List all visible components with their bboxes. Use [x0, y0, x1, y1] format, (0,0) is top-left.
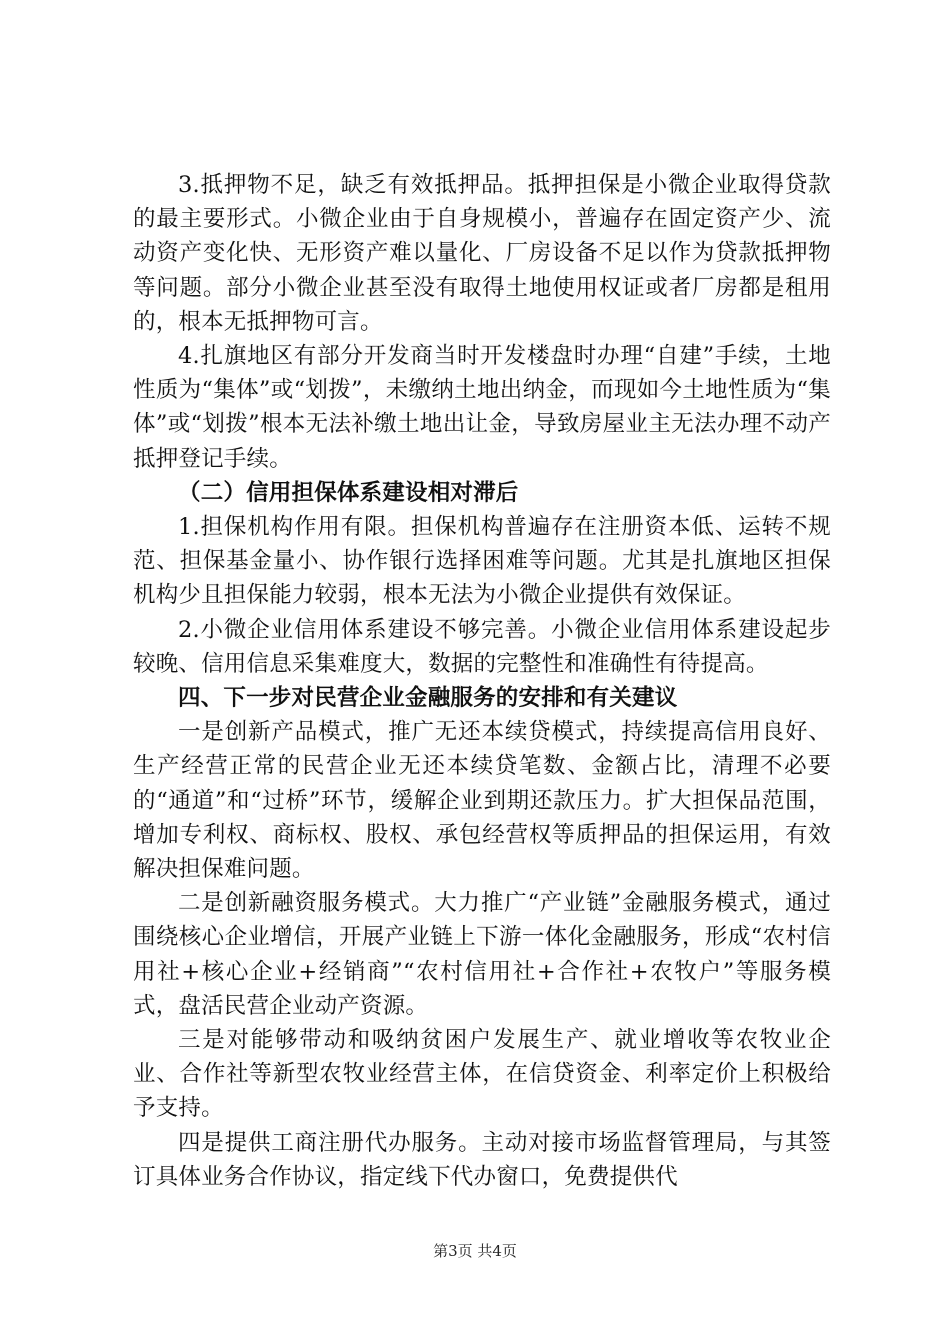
page-footer: 第3页 共4页 [433, 1242, 517, 1260]
paragraph-financing-model: 二是创新融资服务模式。大力推广“产业链”金融服务模式，通过围绕核心企业增信，开展产业链上下游一体化金融服务，形成“农村信用社+核心企业+经销商”“农村信用社+合作社+农牧户”等服务模式，盘活民营企业动产资源。 [133, 890, 831, 1019]
paragraph-collateral-shortage: 3.抵押物不足，缺乏有效抵押品。抵押担保是小微企业取得贷款的最主要形式。小微企业由于自身规模小，普遍存在固定资产少、流动资产变化快、无形资产难以量化、厂房设备不足以作为贷款抵押物等问题。部分小微企业甚至没有取得土地使用权证或者厂房都是租用的，根本无抵押物可言。 [133, 172, 831, 335]
paragraph-registration-service: 四是提供工商注册代办服务。主动对接市场监督管理局，与其签订具体业务合作协议，指定线下代办窗口，免费提供代 [133, 1129, 831, 1190]
paragraph-credit-system: 2.小微企业信用体系建设不够完善。小微企业信用体系建设起步较晚、信用信息采集难度大，数据的完整性和准确性有待提高。 [133, 616, 831, 677]
document-body [133, 168, 831, 1194]
paragraph-product-innovation: 一是创新产品模式，推广无还本续贷模式，持续提高信用良好、生产经营正常的民营企业无还本续贷笔数、金额占比，清理不必要的“通道”和“过桥”环节，缓解企业到期还款压力。扩大担保品范围，增加专利权、商标权、股权、承包经营权等质押品的担保运用，有效解决担保难问题。 [133, 719, 831, 883]
section-heading-next-steps: 四、下一步对民营企业金融服务的安排和有关建议 [178, 685, 678, 712]
paragraph-poverty-support: 三是对能够带动和吸纳贫困户发展生产、就业增收等农牧业企业、合作社等新型农牧业经营主体，在信贷资金、利率定价上积极给予支持。 [133, 1027, 831, 1122]
paragraph-property-registration: 4.扎旗地区有部分开发商当时开发楼盘时办理“自建”手续，土地性质为“集体”或“划拨”，未缴纳土地出纳金，而现如今土地性质为“集体”或“划拨”根本无法补缴土地出让金，导致房屋业主无法办理不动产抵押登记手续。 [133, 343, 831, 472]
section-heading-credit-guarantee: （二）信用担保体系建设相对滞后 [178, 479, 519, 506]
paragraph-guarantee-agencies: 1.担保机构作用有限。担保机构普遍存在注册资本低、运转不规范、担保基金量小、协作银行选择困难等问题。尤其是扎旗地区担保机构少且担保能力较弱，根本无法为小微企业提供有效保证。 [133, 514, 831, 609]
